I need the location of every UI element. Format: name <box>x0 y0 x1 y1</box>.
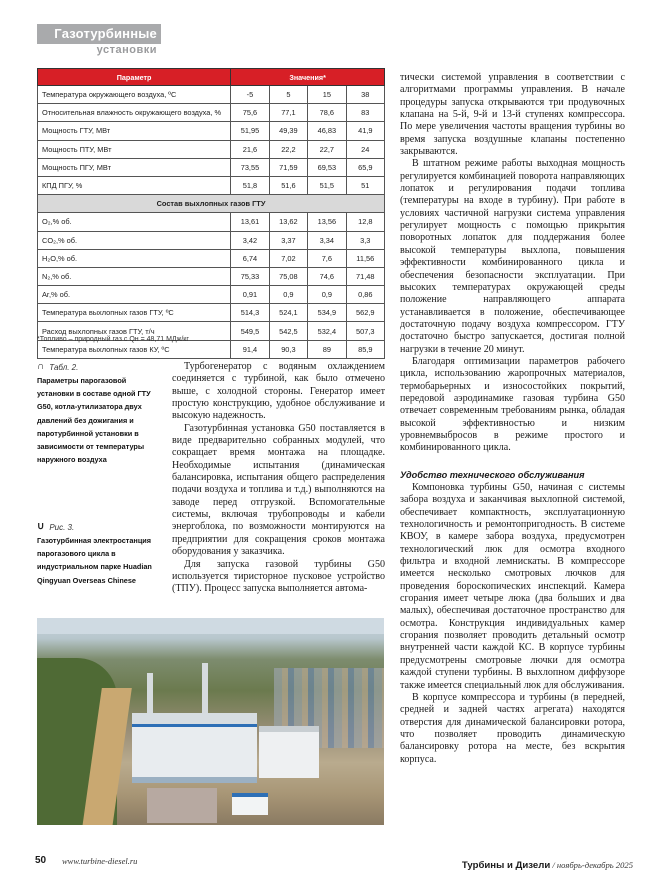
value-cell: 3,3 <box>346 231 384 249</box>
param-cell: Относительная влажность окружающего воздуха, % <box>38 104 231 122</box>
table-row <box>38 267 385 285</box>
value-cell: 6,74 <box>231 249 269 267</box>
value-cell: 91,4 <box>231 340 269 358</box>
table-section-row <box>38 195 385 213</box>
value-cell: 83 <box>346 104 384 122</box>
value-cell: 7,02 <box>269 249 307 267</box>
value-cell: 22,2 <box>269 140 307 158</box>
value-cell: -5 <box>231 86 269 104</box>
table-row <box>38 213 385 231</box>
value-cell: 69,53 <box>308 158 346 176</box>
value-cell: 51 <box>346 176 384 194</box>
page-number: 50 <box>35 855 47 866</box>
table-row <box>38 231 385 249</box>
value-cell: 0,9 <box>308 286 346 304</box>
param-cell: Мощность ПГУ, МВт <box>38 158 231 176</box>
arrow-down-icon: ∪ <box>37 521 45 532</box>
section-tag-line1: Газотурбинные <box>54 26 157 41</box>
value-cell: 46,83 <box>308 122 346 140</box>
section-tag-line2: установки <box>96 44 157 56</box>
value-cell: 74,6 <box>308 267 346 285</box>
value-cell: 15 <box>308 86 346 104</box>
value-cell: 71,48 <box>346 267 384 285</box>
value-cell: 90,3 <box>269 340 307 358</box>
param-cell: CO₂,% об. <box>38 231 231 249</box>
param-cell: H₂O,% об. <box>38 249 231 267</box>
value-cell: 524,1 <box>269 304 307 322</box>
table2-caption <box>37 362 165 466</box>
value-cell: 0,86 <box>346 286 384 304</box>
value-cell: 51,95 <box>231 122 269 140</box>
value-cell: 73,55 <box>231 158 269 176</box>
paragraph: В штатном режиме работы выходная мощность регулируется комбинацией поворота направляющих лопаток и регулирования подачи топлива (температуры на входе в турбину). При работе в условиях частичной нагрузки система управления регулирует мощность с помощью прикрытия поворотных лопаток для поддержания более высокой температуры выхлопа, повышения эффективности комбинированного цикла и обеспечения безопасности эксплуатации. При высоких температурах окружающей среды положение направляющего аппарата устанавливается в положение, обеспечивающее достаточную подачу воздуха компрессором. ГТУ достаточно быстро запускается, достигая полной нагрузки в течение 20 минут. <box>400 158 625 355</box>
value-cell: 562,9 <box>346 304 384 322</box>
table-row <box>38 249 385 267</box>
section-tag <box>37 24 161 56</box>
table-row <box>38 176 385 194</box>
value-cell: 22,7 <box>308 140 346 158</box>
paragraph: тически системой управления в соответствии с алгоритмами программы управления. В начале процедуры запуска открываются три продувочных клапана на 5-й, 9-й и 13-й ступенях компрессора. По мере увеличения частоты вращения турбины во время запуска воздушные клапаны постепенно закрываются. <box>400 72 625 158</box>
table-header-row <box>38 69 385 86</box>
value-cell: 24 <box>346 140 384 158</box>
value-cell: 41,9 <box>346 122 384 140</box>
value-cell: 3,42 <box>231 231 269 249</box>
param-cell: N₂,% об. <box>38 267 231 285</box>
param-cell: O₂,% об. <box>38 213 231 231</box>
value-cell: 75,08 <box>269 267 307 285</box>
paragraph: Компоновка турбины G50, начиная с системы забора воздуха и заканчивая выхлопной системой, обеспечивает компактность, эксплуатационную технологичность и ремонтопригодность. В системе КВОУ, в камере забора воздуха, предусмотрен технологический люк для осмотра входного фильтра и входной лемнискаты. В компрессоре имеется несколько смотровых лючков для проведения бороскопических инспекций. Камера сгорания имеет четыре люка (два больших и два малых), обеспечивая достаточное пространство для осмотра. Конструкция индивидуальных камер сгорания позволяет проводить детальный осмотр внутренней части каждой КС. В корпусе турбины предусмотрены смотровые лючки для осмотра каждой ступени турбины. В выхлопном диффузоре также имеется специальный люк для обслуживания. <box>400 482 625 691</box>
section-title: Состав выхлопных газов ГТУ <box>38 195 385 213</box>
param-cell: Мощность ПТУ, МВт <box>38 140 231 158</box>
value-cell: 75,6 <box>231 104 269 122</box>
value-cell: 78,6 <box>308 104 346 122</box>
value-cell: 12,8 <box>346 213 384 231</box>
header-param: Параметр <box>38 69 231 86</box>
param-cell: Температура выхлопных газов ГТУ, ºС <box>38 304 231 322</box>
value-cell: 21,6 <box>231 140 269 158</box>
value-cell: 549,5 <box>231 322 269 340</box>
fig3-caption-text: Газотурбинная электростанция парогазового цикла в индустриальном парке Huadian Qingyuan Overseas Chinese <box>37 536 152 585</box>
value-cell: 51,5 <box>308 176 346 194</box>
table2-caption-text: Параметры парогазовой установки в составе одной ГТУ G50, котла-утилизатора двух давлений без дожигания и паротурбинной установки в зависимости от температуры наружного воздуха <box>37 376 151 465</box>
body-column-right <box>400 72 625 766</box>
paragraph: Турбогенератор с водяным охлаждением соединяется с турбиной, как было отмечено выше, с холодной стороны. Генератор имеет простую конструкцию, удобное обслуживание и высокую надежность. <box>172 361 385 422</box>
fig3-caption <box>37 522 165 587</box>
value-cell: 38 <box>346 86 384 104</box>
param-cell: КПД ПГУ, % <box>38 176 231 194</box>
value-cell: 532,4 <box>308 322 346 340</box>
magazine-title: Турбины и Дизели <box>461 860 551 871</box>
param-cell: Температура окружающего воздуха, ºС <box>38 86 231 104</box>
value-cell: 77,1 <box>269 104 307 122</box>
arrow-up-icon: ∩ <box>37 361 45 372</box>
parameters-table <box>37 68 385 359</box>
param-cell: Мощность ГТУ, МВт <box>38 122 231 140</box>
value-cell: 51,8 <box>231 176 269 194</box>
value-cell: 51,6 <box>269 176 307 194</box>
body-column-middle <box>172 361 385 596</box>
value-cell: 13,62 <box>269 213 307 231</box>
website-link[interactable]: www.turbine-diesel.ru <box>62 856 138 866</box>
table-row <box>38 158 385 176</box>
value-cell: 542,5 <box>269 322 307 340</box>
value-cell: 13,61 <box>231 213 269 231</box>
value-cell: 507,3 <box>346 322 384 340</box>
value-cell: 0,9 <box>269 286 307 304</box>
table-row <box>38 86 385 104</box>
value-cell: 75,33 <box>231 267 269 285</box>
fig3-label: Рис. 3. <box>49 522 75 532</box>
value-cell: 3,34 <box>308 231 346 249</box>
table-row <box>38 104 385 122</box>
value-cell: 534,9 <box>308 304 346 322</box>
value-cell: 11,56 <box>346 249 384 267</box>
value-cell: 5 <box>269 86 307 104</box>
table2-label: Табл. 2. <box>49 362 79 372</box>
table-row <box>38 286 385 304</box>
param-cell: Температура выхлопных газов КУ, ºС <box>38 340 231 358</box>
value-cell: 3,37 <box>269 231 307 249</box>
issue-date: / ноябрь-декабрь 2025 <box>550 860 633 870</box>
power-plant-photo <box>37 618 384 825</box>
paragraph: Благодаря оптимизации параметров рабочего цикла, использованию жаропрочных материалов, термобарьерных и износостойких покрытий, передовой аэродинамике газовая турбина G50 отвечает современным требованиям рынка, обладая высокой эффективностью и низким уровнемвыбросов в режиме простого и комбинированного цикла. <box>400 355 625 454</box>
param-cell: Ar,% об. <box>38 286 231 304</box>
table-row <box>38 304 385 322</box>
value-cell: 7,6 <box>308 249 346 267</box>
paragraph: Для запуска газовой турбины G50 используется тиристорное пусковое устройство (ТПУ). Процесс запуска выполняется автома- <box>172 558 385 595</box>
table-row <box>38 140 385 158</box>
table-row <box>38 122 385 140</box>
value-cell: 71,59 <box>269 158 307 176</box>
param-cell: Расход выхлопных газов ГТУ, т/ч <box>38 322 231 340</box>
value-cell: 514,3 <box>231 304 269 322</box>
value-cell: 49,39 <box>269 122 307 140</box>
paragraph: В корпусе компрессора и турбины (в передней, средней и задней частях агрегата) находятся отверстия для динамической балансировки ротора, что позволяет проводить динамическую балансировку ротора на месте, без вскрытия корпуса. <box>400 691 625 765</box>
paragraph: Газотурбинная установка G50 поставляется в виде предварительно собранных модулей, что сокращает время монтажа на площадке. Необходимые испытания (динамическая балансировка, испытания общего распределения подачи воздуха и топлива и т.д.) выполняются на заводе перед отгрузкой. Вспомогательные системы, включая трубопроводы и кабели энергоблока, по возможности монтируются на предприятии для сокращения сроков монтажа оборудования у заказчика. <box>172 422 385 558</box>
value-cell: 0,91 <box>231 286 269 304</box>
table-footnote: *Топливо – природный газ с Qн = 48,71 МДж/кг <box>37 336 189 343</box>
value-cell: 13,56 <box>308 213 346 231</box>
value-cell: 85,9 <box>346 340 384 358</box>
header-values: Значения* <box>231 69 385 86</box>
value-cell: 65,9 <box>346 158 384 176</box>
section-heading: Удобство технического обслуживания <box>400 469 585 480</box>
value-cell: 89 <box>308 340 346 358</box>
footer-right <box>462 855 633 873</box>
